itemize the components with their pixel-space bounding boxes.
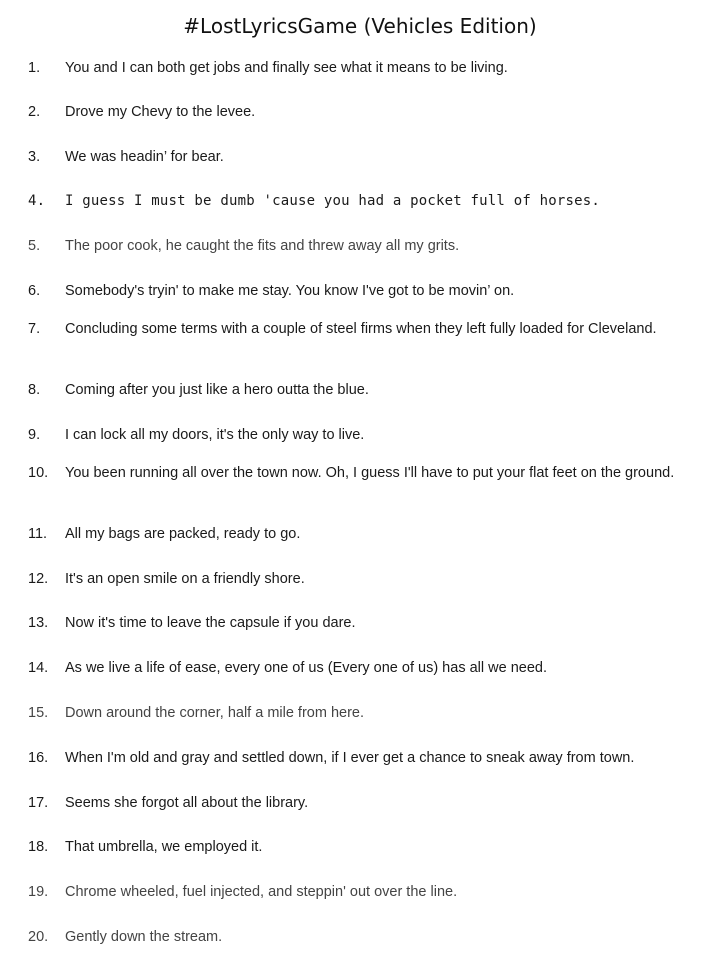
lyric-text: Seems she forgot all about the library. [65,795,309,811]
item-number: 9. [28,427,41,443]
item-number: 1. [28,60,41,76]
lyric-text: Now it's time to leave the capsule if you dare. [65,615,356,631]
item-number: 6. [28,283,41,299]
item-number: 5. [28,238,41,254]
item-number: 18. [28,839,49,855]
item-number: 3. [28,149,41,165]
lyric-text: Down around the corner, half a mile from here. [65,705,365,721]
item-number: 19. [28,884,49,900]
lyric-text: Coming after you just like a hero outta the blue. [65,382,369,398]
page-title: #LostLyricsGame (Vehicles Edition) [183,14,537,38]
item-number: 4. [28,193,46,209]
item-number: 7. [28,321,41,337]
lyric-text: Drove my Chevy to the levee. [65,104,256,120]
item-number: 20. [28,929,49,945]
lyric-text: Gently down the stream. [65,929,223,945]
item-number: 2. [28,104,41,120]
item-number: 14. [28,660,49,676]
lyric-text: It's an open smile on a friendly shore. [65,571,305,587]
lyric-text: Somebody's tryin' to make me stay. You know I've got to be movin’ on. [65,283,515,299]
lyric-text: The poor cook, he caught the fits and threw away all my grits. [65,238,460,254]
lyric-text: All my bags are packed, ready to go. [65,526,301,542]
lyric-text: That umbrella, we employed it. [65,839,263,855]
lyric-text: As we live a life of ease, every one of us (Every one of us) has all we need. [65,660,547,676]
lyric-text: We was headin’ for bear. [65,149,224,165]
lyric-text: You and I can both get jobs and finally see what it means to be living. [65,60,508,76]
item-number: 10. [28,465,49,481]
item-number: 15. [28,705,49,721]
item-number: 11. [28,526,48,542]
lyric-text: I guess I must be dumb 'cause you had a pocket full of horses. [65,193,600,209]
item-number: 16. [28,750,49,766]
item-number: 12. [28,571,49,587]
item-number: 13. [28,615,49,631]
lyric-text: Concluding some terms with a couple of steel firms when they left fully loaded for Cleveland. [65,321,657,337]
lyric-text: I can lock all my doors, it's the only way to live. [65,427,365,443]
lyric-text: You been running all over the town now. Oh, I guess I'll have to put your flat feet on the ground. [65,465,675,481]
item-number: 17. [28,795,49,811]
lyric-text: Chrome wheeled, fuel injected, and steppin' out over the line. [65,884,458,900]
item-number: 8. [28,382,41,398]
lyric-text: When I'm old and gray and settled down, if I ever get a chance to sneak away from town. [65,750,635,766]
